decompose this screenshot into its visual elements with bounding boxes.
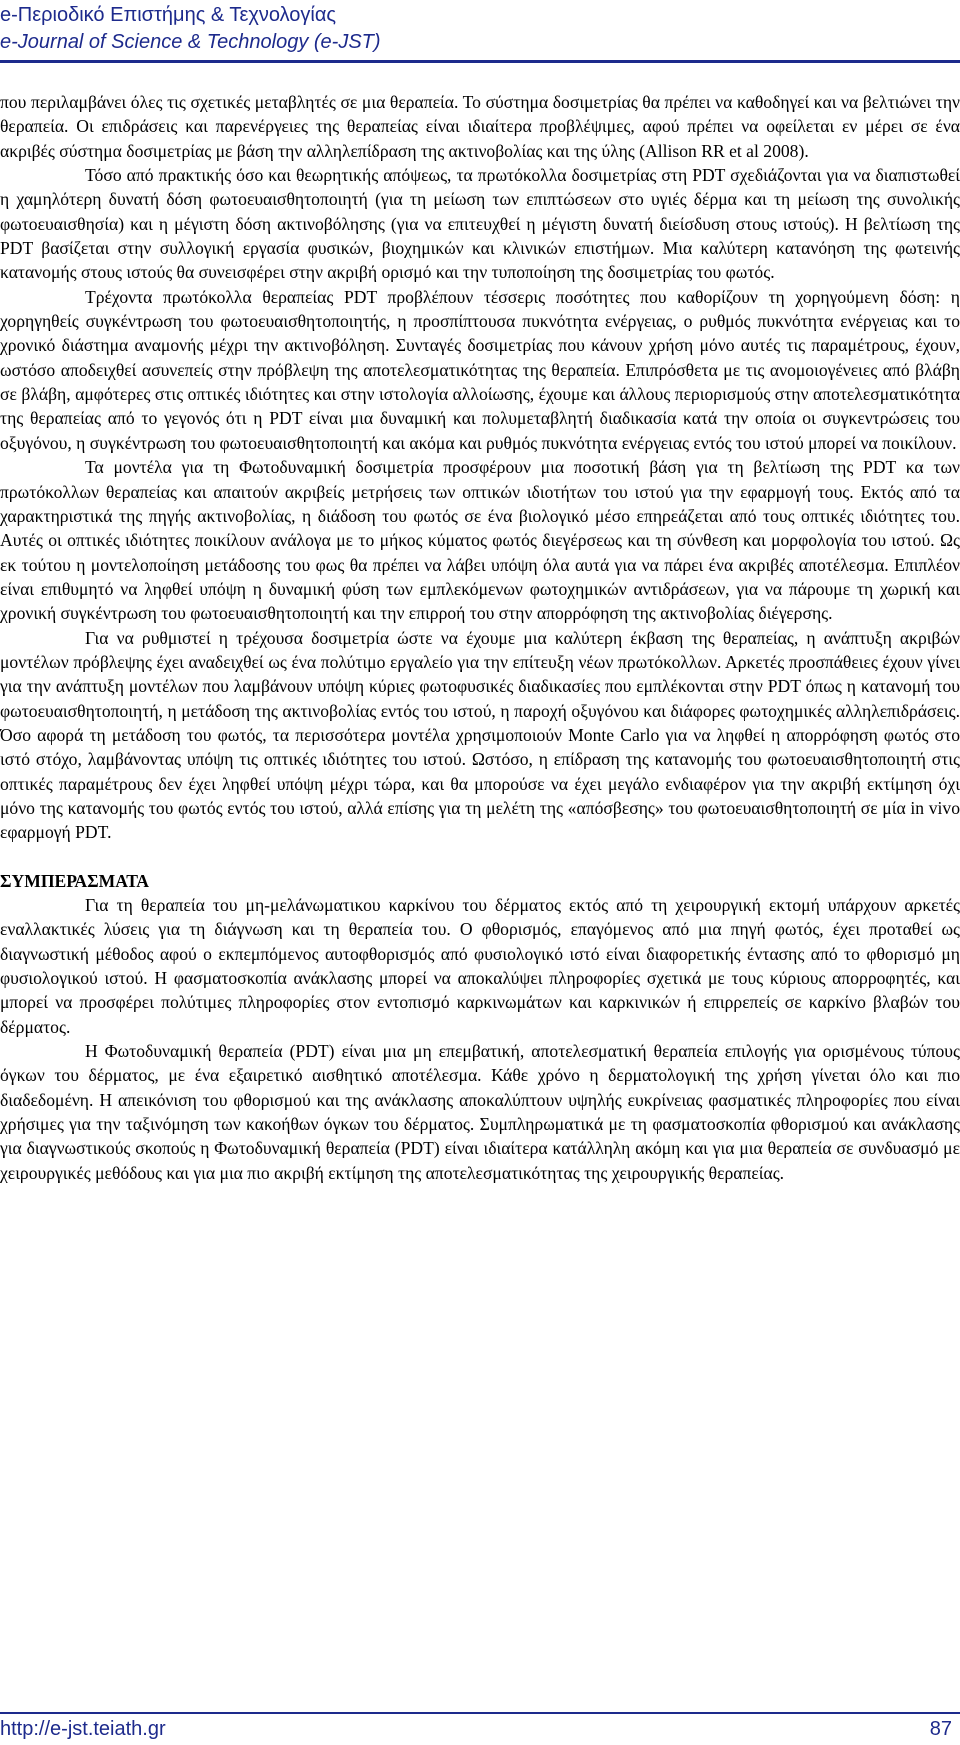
section-heading-conclusions: ΣΥΜΠΕΡΑΣΜΑΤΑ [0, 870, 149, 891]
paragraph: Τόσο από πρακτικής όσο και θεωρητικής απόψεως, τα πρωτόκολλα δοσιμετρίας στη PDT σχεδιάζονται για να διαπιστωθεί η χαμηλότερη δυνατή δόση φωτοευαισθητοποιητή (για τη μείωση των επιπτώσεων στο υγιές δέρμα και τη μείωση της συνολικής φωτοευαισθησία) και η μέγιστη δόση ακτινοβόλησης (για να επιτευχθεί η μέγιστη δυνατή διείσδυση στους ιστούς). Η βελτίωση της PDT βασίζεται στην συλλογική εργασία φυσικών, βιοχημικών και κλινικών επιστήμων. Μια καλύτερη κατανόηση της φωτεινής κατανομής στους ιστούς θα συνεισφέρει στην ακριβή ορισμό και την τυποποίηση της δοσιμετρίας του φωτός. [0, 165, 960, 283]
footer-url-link[interactable]: http://e-jst.teiath.gr [0, 1718, 166, 1740]
paragraph: Τα μοντέλα για τη Φωτοδυναμική δοσιμετρία προσφέρουν μια ποσοτική βάση για τη βελτίωση της PDT κα των πρωτόκολλων θεραπείας και απαιτούν ακριβείς μετρήσεις των οπτικών ιδιοτήτων του ιστού για την εφαρμογή τους. Εκτός από τα χαρακτηριστικά της πηγής ακτινοβολίας, η διάδοση του φωτός σε ένα βιολογικό μέσο επηρεάζεται από τους οπτικές ιδιότητες του. Αυτές οι οπτικές ιδιότητες ποικίλουν ανάλογα με το μήκος κύματος φωτός διεγέρσεως και τη σύνθεση και μορφολογία του ιστού. Ως εκ τούτου η μοντελοποίηση μετάδοσης του φως θα πρέπει να λάβει υπόψη όλα αυτά για να πάρει ένα ακριβές αποτέλεσμα. Επιπλέον είναι επιθυμητό να ληφθεί υπόψη η δυναμική φύση των εμπλεκόμενων φωτοχημικών αντιδράσεων, για να πάρουμε τη χωρική και χρονική συγκέντρωση του φωτοευαισθητοποιητή και την επιρροή του στην απορρόφηση της ακτινοβολίας διέγερσης. [0, 457, 960, 624]
page-number: 87 [929, 1718, 952, 1740]
article-body [0, 90, 960, 1185]
paragraph: Η Φωτοδυναμική θεραπεία (PDT) είναι μια μη επεμβατική, αποτελεσματική θεραπεία επιλογής για ορισμένους τύπους όγκων του δέρματος, με ένα εξαιρετικό αισθητικό αποτέλεσμα. Κάθε χρόνο η δερματολογική της χρήση γίνεται όλο και πιο διαδεδομένη. Η απεικόνιση του φθορισμού και της ανάκλασης αποκαλύπτουν υψηλής ευκρίνειας φασματικές πληροφορίες που είναι χρήσιμες για την ταξινόμηση των κακοήθων όγκων του δέρματος. Συμπληρωματικά με τη φασματοσκοπία φθορισμού και ανάκλασης για διαγνωστικούς σκοπούς η Φωτοδυναμική θεραπεία (PDT) είναι ιδιαίτερα κατάλληλη ακόμη και για μια θεραπεία σε συνδυασμό με χειρουργικές μεθόδους και για μια πιο ακριβή εκτίμηση της αποτελεσματικότητας της χειρουργικής θεραπείας. [0, 1041, 960, 1183]
paragraph: Για τη θεραπεία του μη-μελάνωματικου καρκίνου του δέρματος εκτός από τη χειρουργική εκτομή υπάρχουν αρκετές εναλλακτικές λύσεις για τη διάγνωση και τη θεραπεία του. Ο φθορισμός, επαγόμενος από μια πηγή φωτός, έχει προταθεί ως διαγνωστική μέθοδος αφού ο εκπεμπόμενος αυτοφθορισμός από φυσιολογικό ιστό είναι διαφορετικής έντασης από το φθορισμό μη φυσιολογικού ιστού. Η φασματοσκοπία ανάκλασης μπορεί να αποκαλύψει πληροφορίες σχετικά με τους κύριους απορροφητές, και μπορεί να προσφέρει πολύτιμες πληροφορίες στον εντοπισμό καρκινωμάτων και καρκινικών ή επιρρεπείς σε καρκίνο βλαβών του δέρματος. [0, 895, 960, 1037]
journal-header [0, 2, 960, 56]
page-footer [0, 1717, 960, 1743]
footer-divider [0, 1712, 960, 1714]
paragraph: Για να ρυθμιστεί η τρέχουσα δοσιμετρία ώστε να έχουμε μια καλύτερη έκβαση της θεραπείας, η ανάπτυξη ακριβών μοντέλων πρόβλεψης έχει αναδειχθεί ως ένα πολύτιμο εργαλείο για την επίτευξη νέων πρωτόκολλων. Αρκετές προσπάθειες έχουν γίνει για την ανάπτυξη μοντέλων που λαμβάνουν υπόψη κύριες φωτοφυσικές διαδικασίες που εμπλέκονται στην PDT όπως η κατανομή του φωτοευαισθητοποιητή, η μετάδοση της ακτινοβολίας εντός του ιστού, η παροχή οξυγόνου και διάφορες φωτοχημικές αλληλεπιδράσεις. Όσο αφορά τη μετάδοση του φωτός, τα περισσότερα μοντέλα χρησιμοποιούν Monte Carlo για να ληφθεί η απορρόφηση φωτός στο ιστό στόχο, λαμβάνοντας υπόψη τις οπτικές ιδιότητες του ιστού. Ωστόσο, η επίδραση της κατανομής του φωτοευαισθητοποιητή στις οπτικές παραμέτρους δεν έχει ληφθεί υπόψη μέχρι τώρα, και θα μπορούσε να έχει μεγάλο ενδιαφέρον για την ακριβή εκτίμηση όχι μόνο της κατανομής του φωτός εντός του ιστού, αλλά επίσης για τη μελέτη της «απόσβεσης» του φωτοευαισθητοποιητή σε μία in vivo εφαρμογή PDT. [0, 627, 960, 843]
journal-title: e-Περιοδικό Επιστήμης & Τεχνολογίας [0, 4, 337, 26]
header-divider [0, 60, 960, 63]
journal-subtitle: e-Journal of Science & Technology (e-JST) [0, 31, 381, 53]
paragraph: που περιλαμβάνει όλες τις σχετικές μεταβλητές σε μια θεραπεία. Το σύστημα δοσιμετρίας θα πρέπει να καθοδηγεί και να βελτιώνει την θεραπεία. Οι επιδράσεις και παρενέργειες της θεραπείας είναι ιδιαίτερα προβλέψιμες, αφού πρέπει να οφείλεται εν μέρει σε ένα ακριβές σύστημα δοσιμετρίας με βάση την αλληλεπίδραση της ακτινοβολίας και της ύλης (Allison RR et al 2008). [0, 92, 960, 161]
paragraph: Τρέχοντα πρωτόκολλα θεραπείας PDT προβλέπουν τέσσερις ποσότητες που καθορίζουν τη χορηγούμενη δόση: η χορηγηθείς συγκέντρωση του φωτοευαισθητοποιητής, η προσπίπτουσα πυκνότητα ενέργειας, ο ρυθμός πυκνότητα ενέργειας και το χρονικό διάστημα αναμονής μέχρι την ακτινοβόληση. Συνταγές δοσιμετρίας που κάνουν χρήση μόνο αυτές τις παραμέτρους, έχουν, ωστόσο αποδειχθεί ασυνεπείς στην πρόβλεψη της αποτελεσματικότητας της θεραπεία. Επιπρόσθετα με τις ανομοιογένειες από βλάβη σε βλάβη, αμφότερες στις οπτικές ιδιότητες και στην ιστολογία αλλοίωσης, έχουμε και άλλους περιορισμούς στην αποτελεσματικότητα της θεραπείας από το γεγονός ότι η PDT είναι μια δυναμική και πολυμεταβλητή διαδικασία κατά την οποία οι συγκεντρώσεις του οξυγόνου, η συγκέντρωση του φωτοευαισθητοποιητή και ακόμα και ρυθμός πυκνότητα ενέργειας εντός του ιστού μπορεί να ποικίλουν. [0, 286, 960, 453]
